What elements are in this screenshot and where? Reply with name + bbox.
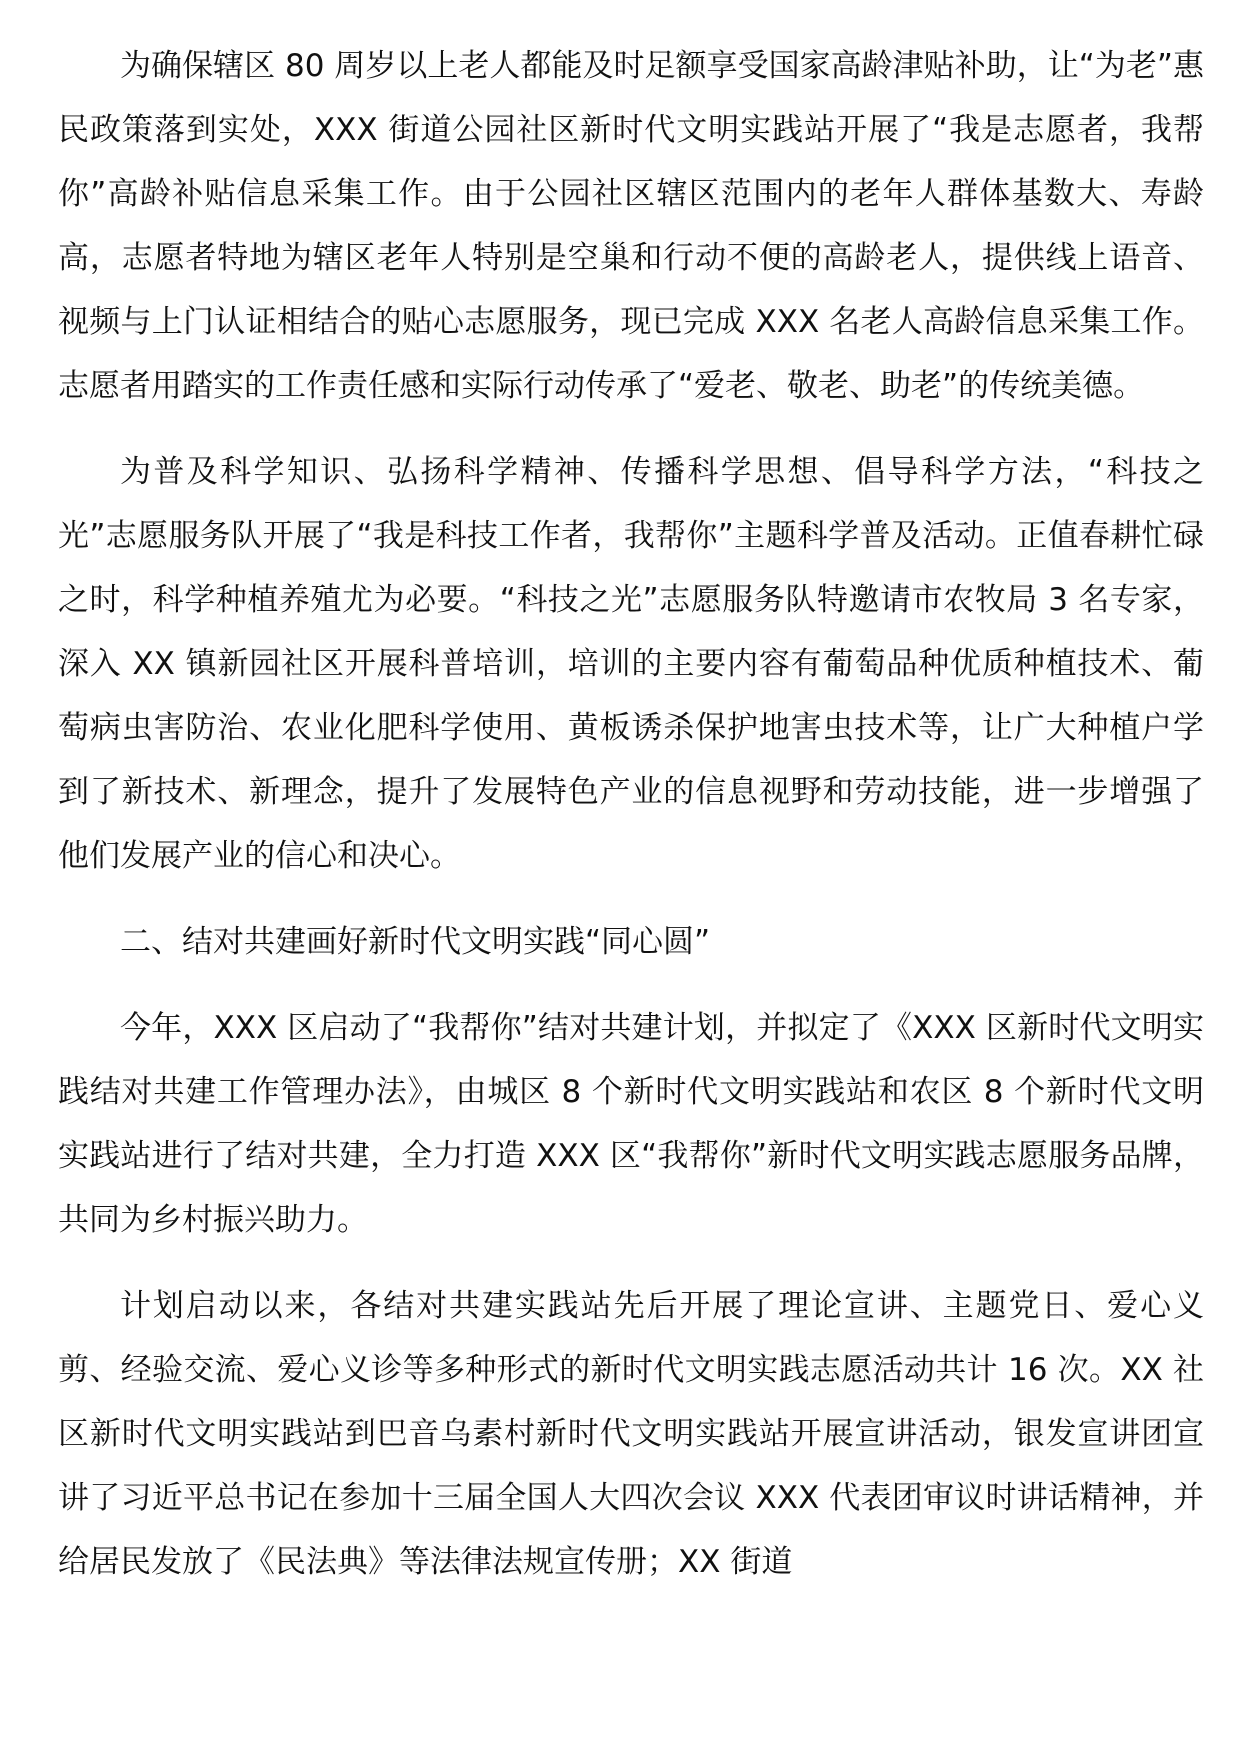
paragraph-pairing-activities: 计划启动以来，各结对共建实践站先后开展了理论宣讲、主题党日、爱心义剪、经验交流、爱心义诊等多种形式的新时代文明实践志愿活动共计 16 次。XX 社区新时代文明实践站到巴音乌素村新时代文明实践站开展宣讲活动，银发宣讲团宣讲了习近平总书记在参加十三届全国人大四次会议 XXX 代表团审议时讲话精神，并给居民发放了《民法典》等法律法规宣传册；XX 街道 [58,1288,1204,1580]
paragraph-pairing-plan: 今年，XXX 区启动了“我帮你”结对共建计划，并拟定了《XXX 区新时代文明实践结对共建工作管理办法》，由城区 8 个新时代文明实践站和农区 8 个新时代文明实践站进行了结对共建，全力打造 XXX 区“我帮你”新时代文明实践志愿服务品牌，共同为乡村振兴助力。 [58,1010,1204,1238]
paragraph-science-popularization: 为普及科学知识、弘扬科学精神、传播科学思想、倡导科学方法，“科技之光”志愿服务队开展了“我是科技工作者，我帮你”主题科学普及活动。正值春耕忙碌之时，科学种植养殖尤为必要。“科技之光”志愿服务队特邀请市农牧局 3 名专家，深入 XX 镇新园社区开展科普培训，培训的主要内容有葡萄品种优质种植技术、葡萄病虫害防治、农业化肥科学使用、黄板诱杀保护地害虫技术等，让广大种植户学到了新技术、新理念，提升了发展特色产业的信息视野和劳动技能，进一步增强了他们发展产业的信心和决心。 [58,454,1204,874]
section-heading: 二、结对共建画好新时代文明实践“同心圆” [120,924,711,960]
paragraph-elderly-subsidy: 为确保辖区 80 周岁以上老人都能及时足额享受国家高龄津贴补助，让“为老”惠民政策落到实处，XXX 街道公园社区新时代文明实践站开展了“我是志愿者，我帮你”高龄补贴信息采集工作。由于公园社区辖区范围内的老年人群体基数大、寿龄高，志愿者特地为辖区老年人特别是空巢和行动不便的高龄老人，提供线上语音、视频与上门认证相结合的贴心志愿服务，现已完成 XXX 名老人高龄信息采集工作。志愿者用踏实的工作责任感和实际行动传承了“爱老、敬老、助老”的传统美德。 [58,48,1204,404]
